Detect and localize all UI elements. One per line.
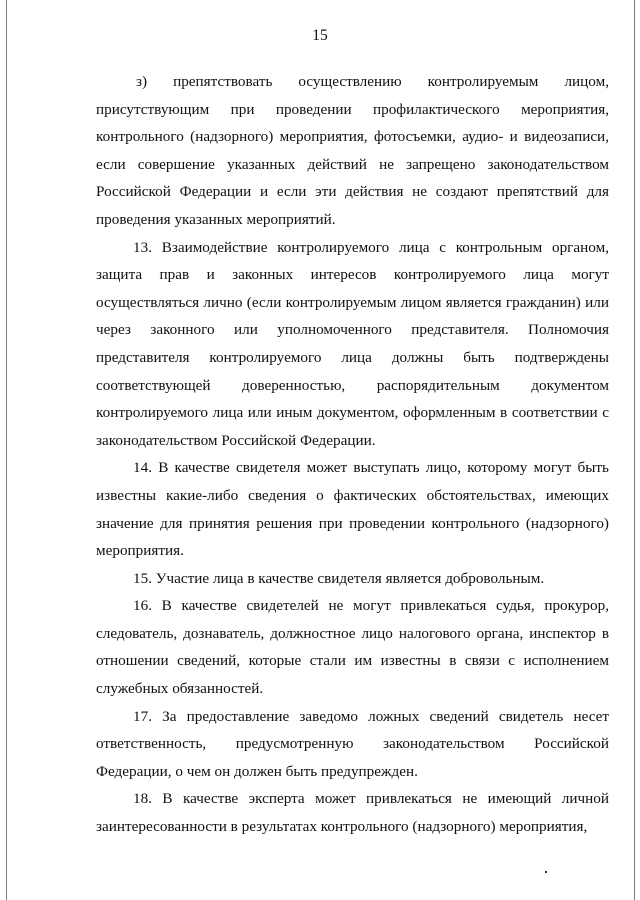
paragraph-14: 14. В качестве свидетеля может выступать лицо, которому могут быть известны какие-либо сведения о фактических обстоятельствах, имеющих значение для принятия решения при проведении контрольного (надзорного) мероприятия. (96, 459, 609, 560)
document-body (96, 68, 609, 841)
scan-speck (545, 871, 547, 873)
paragraph-18: 18. В качестве эксперта может привлекаться не имеющий личной заинтересованности в результатах контрольного (надзорного) мероприятия, (96, 790, 609, 836)
paragraph-17: 17. За предоставление заведомо ложных сведений свидетель несет ответственность, предусмотренную законодательством Российской Федерации, о чем он должен быть предупрежден. (96, 707, 609, 780)
page-number: 15 (312, 27, 328, 44)
paragraph-13: 13. Взаимодействие контролируемого лица с контрольным органом, защита прав и законных интересов контролируемого лица могут осуществляться лично (если контролируемым лицом является гражданин) или через законного или уполномоченного представителя. Полномочия представителя контролируемого лица должны быть подтверждены соответствующей доверенностью, распорядительным документом контролируемого лица или иным документом, оформленным в соответствии с законодательством Российской Федерации. (96, 238, 609, 449)
scan-left-edge (6, 0, 7, 900)
paragraph-16: 16. В качестве свидетелей не могут привлекаться судья, прокурор, следователь, дознаватель, должностное лицо налогового органа, инспектор в отношении сведений, которые стали им известны в связи с исполнением служебных обязанностей. (96, 597, 609, 698)
scan-right-edge (634, 0, 635, 900)
paragraph-15: 15. Участие лица в качестве свидетеля является добровольным. (133, 569, 545, 587)
paragraph-item-z: з) препятствовать осуществлению контролируемым лицом, присутствующим при проведении профилактического мероприятия, контрольного (надзорного) мероприятия, фотосъемки, аудио- и видеозаписи, если совершение указанных действий не запрещено законодательством Российской Федерации и если эти действия не создают препятствий для проведения указанных мероприятий. (96, 73, 609, 228)
